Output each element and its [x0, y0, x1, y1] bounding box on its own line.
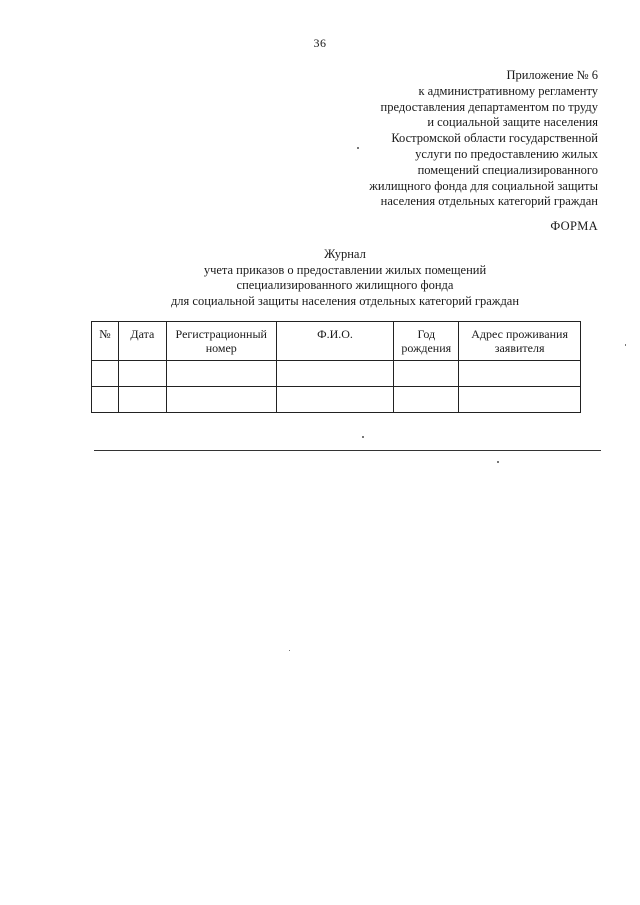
- appendix-line: населения отдельных категорий граждан: [380, 194, 598, 209]
- table-cell: [394, 361, 459, 387]
- form-label: ФОРМА: [550, 219, 598, 233]
- table-cell: [92, 361, 119, 387]
- table-cell: [459, 387, 581, 413]
- table-cell: [118, 387, 166, 413]
- table-row: [92, 387, 581, 413]
- table-cell: [394, 387, 459, 413]
- column-header-line: Дата: [130, 327, 155, 341]
- appendix-line: услуги по предоставлению жилых: [415, 146, 598, 161]
- table-header-row: [92, 322, 581, 361]
- column-header-line: Год: [417, 327, 436, 341]
- journal-title-line: учета приказов о предоставлении жилых помещений: [203, 262, 487, 277]
- appendix-line: к административному регламенту: [418, 83, 598, 98]
- scan-speck: [497, 461, 499, 463]
- journal-title-line: специализированного жилищного фонда: [236, 278, 454, 292]
- column-header-line: №: [99, 327, 111, 341]
- column-header-birth-year: [394, 322, 459, 361]
- appendix-line: жилищного фонда для социальной защиты: [369, 178, 598, 193]
- table-cell: [118, 361, 166, 387]
- column-header-line: заявителя: [494, 341, 545, 355]
- scan-speck: [357, 147, 359, 149]
- journal-table: [91, 321, 581, 413]
- scan-speck: [362, 436, 364, 438]
- table-cell: [276, 387, 394, 413]
- table-cell: [92, 387, 119, 413]
- appendix-line: Костромской области государственной: [391, 131, 598, 146]
- column-header-number: [92, 322, 119, 361]
- table-cell: [166, 387, 276, 413]
- column-header-line: рождения: [401, 341, 452, 355]
- scan-speck: [625, 344, 626, 346]
- column-header-registration-number: [166, 322, 276, 361]
- column-header-line: Адрес проживания: [471, 327, 568, 341]
- column-header-line: Ф.И.О.: [317, 327, 353, 341]
- appendix-line: помещений специализированного: [417, 162, 598, 177]
- column-header-line: номер: [205, 341, 237, 355]
- table-cell: [166, 361, 276, 387]
- journal-title-line: Журнал: [324, 247, 366, 261]
- horizontal-rule: [94, 450, 601, 451]
- table-row: [92, 361, 581, 387]
- column-header-date: [118, 322, 166, 361]
- appendix-header: [298, 68, 598, 210]
- appendix-line: предоставления департаментом по труду: [380, 99, 598, 114]
- journal-title-line: для социальной защиты населения отдельных категорий граждан: [170, 293, 520, 308]
- column-header-full-name: [276, 322, 394, 361]
- appendix-line: и социальной защите населения: [427, 115, 598, 130]
- column-header-address: [459, 322, 581, 361]
- journal-title: [0, 247, 640, 309]
- page-number: 36: [313, 36, 327, 50]
- column-header-line: Регистрационный: [175, 327, 267, 341]
- table-cell: [276, 361, 394, 387]
- table-cell: [459, 361, 581, 387]
- appendix-line: Приложение № 6: [506, 68, 598, 82]
- scan-speck: [289, 650, 290, 651]
